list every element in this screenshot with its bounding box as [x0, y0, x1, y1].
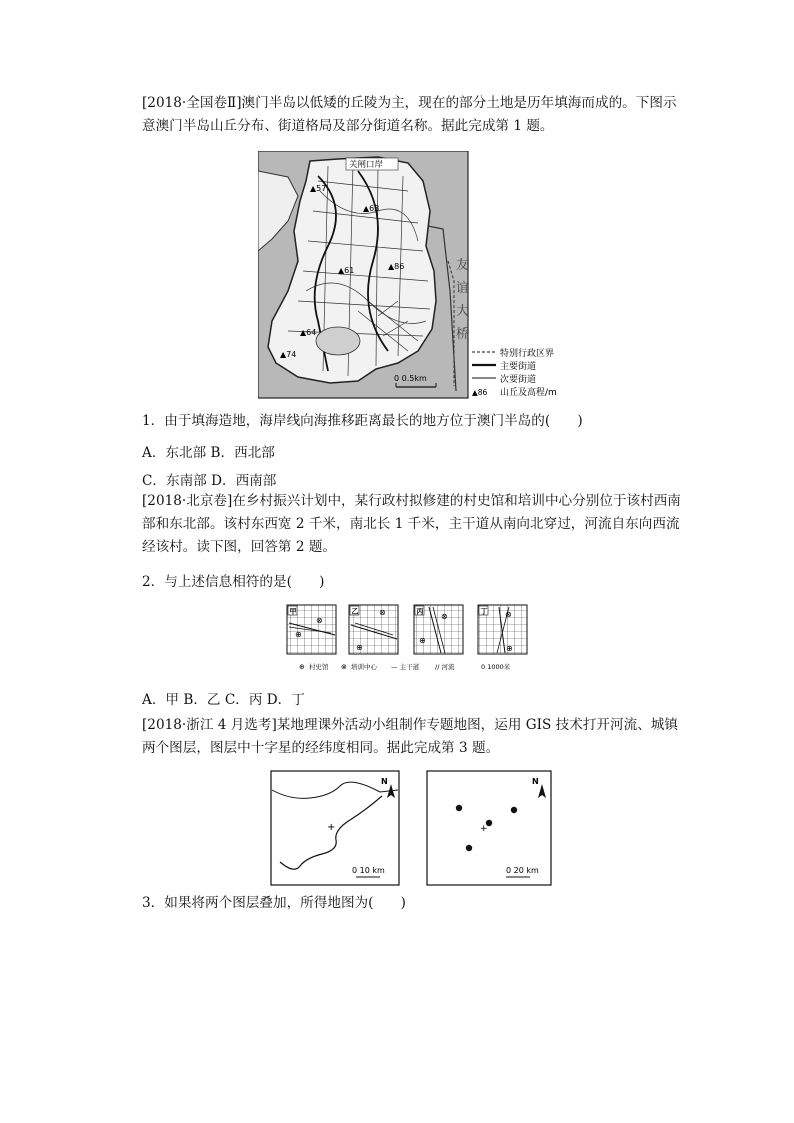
hill-64: ▲64 [300, 328, 317, 337]
map-legend [472, 347, 557, 398]
question-2-options: A．甲 B．乙 C．丙 D．丁 [142, 692, 305, 708]
legend-museum: 村史馆 [309, 663, 329, 671]
intro-paragraph-3 [142, 714, 684, 760]
panel-yi [349, 605, 398, 654]
question-2-stem: 2．与上述信息相符的是( ) [142, 574, 325, 590]
question-1-options-cd: C．东南部 D．西南部 [142, 473, 277, 489]
village-panels-figure [283, 603, 535, 675]
scale-left: 0 10 km [352, 866, 385, 875]
lake [316, 327, 360, 355]
panel-ding-center: ⊗ [505, 610, 512, 619]
river-layer-map [270, 770, 400, 886]
legend-center-symbol: ⊗ [341, 663, 347, 671]
intro-3-text: [2018·浙江 4 月选考]某地理课外活动小组制作专题地图，运用 GIS 技术打开河流、城镇两个图层，图层中十字星的经纬度相同。据此完成第 3 题。 [142, 717, 678, 756]
panel-jia-center: ⊗ [316, 616, 323, 625]
panel-yi-museum: ⊕ [356, 643, 363, 652]
scale-right: 0 20 km [506, 866, 539, 875]
label-guanzha: 关闸口岸 [349, 160, 384, 170]
legend-hill: 山丘及高程/m [500, 388, 557, 398]
hill-57: ▲57 [310, 184, 327, 193]
town-dot-2 [511, 807, 517, 813]
question-1-options-ab: A．东北部 B．西北部 [142, 445, 275, 461]
panel-label-yi: 乙 [351, 607, 359, 616]
legend-museum-symbol: ⊕ [299, 663, 305, 671]
hill-74: ▲74 [280, 350, 297, 359]
hill-63: ▲63 [363, 204, 380, 213]
hill-61: ▲61 [338, 266, 355, 275]
question-1-stem: 1．由于填海造地，海岸线向海推移距离最长的地方位于澳门半岛的( ) [142, 413, 583, 429]
north-arrow-right: N [532, 777, 539, 786]
north-arrow-left: N [381, 777, 388, 786]
legend-scale: 0 1000米 [481, 663, 511, 671]
panel-jia [287, 605, 336, 654]
legend-river: // 河流 [435, 663, 455, 671]
panel-yi-center: ⊗ [379, 608, 386, 617]
macau-map-figure [258, 151, 560, 399]
legend-minor-street: 次要街道 [500, 375, 537, 385]
panel-bing [414, 605, 463, 654]
bridge-label-3: 大 [456, 304, 470, 319]
intro-paragraph-2 [142, 490, 684, 559]
cross-star-left: + [327, 822, 336, 833]
intro-1-text: [2018·全国卷Ⅱ]澳门半岛以低矮的丘陵为主，现在的部分土地是历年填海而成的。下图示意澳门半岛山丘分布、街道格局及部分街道名称。据此完成第 1 题。 [142, 95, 677, 134]
map-scale: 0 0.5km [394, 374, 427, 383]
bridge-label-2: 谊 [456, 281, 470, 296]
legend-hill-symbol: ▲86 [472, 388, 488, 397]
legend-center: 培训中心 [351, 663, 377, 671]
panels-legend [299, 662, 511, 671]
panel-bing-museum: ⊕ [419, 636, 426, 645]
hill-86: ▲86 [388, 262, 405, 271]
panel-ding [478, 605, 527, 654]
intro-paragraph-1 [142, 92, 684, 138]
question-3-stem: 3．如果将两个图层叠加，所得地图为( ) [142, 895, 406, 911]
panel-label-bing: 丙 [416, 607, 424, 616]
legend-main-street: 主要街道 [500, 362, 537, 372]
panel-label-ding: 丁 [480, 607, 488, 616]
bridge-label-1: 友 [456, 258, 470, 273]
town-dot-1 [456, 805, 462, 811]
panel-label-jia: 甲 [289, 607, 297, 616]
panel-jia-museum: ⊕ [295, 630, 302, 639]
town-layer-map [426, 770, 552, 886]
panel-ding-museum: ⊕ [506, 644, 513, 653]
panel-bing-center: ⊗ [441, 612, 448, 621]
legend-boundary: 特别行政区界 [500, 349, 555, 359]
town-dot-4 [466, 845, 472, 851]
legend-road: — 主干道 [391, 663, 420, 671]
intro-2-text: [2018·北京卷]在乡村振兴计划中，某行政村拟修建的村史馆和培训中心分别位于该村西南部和东北部。该村东西宽 2 千米，南北长 1 千米，主干道从南向北穿过，河流自东向西流经该村。读下图，回答第 2 题。 [142, 493, 681, 555]
bridge-label-4: 桥 [456, 327, 470, 342]
cross-star-right: + [480, 824, 488, 834]
